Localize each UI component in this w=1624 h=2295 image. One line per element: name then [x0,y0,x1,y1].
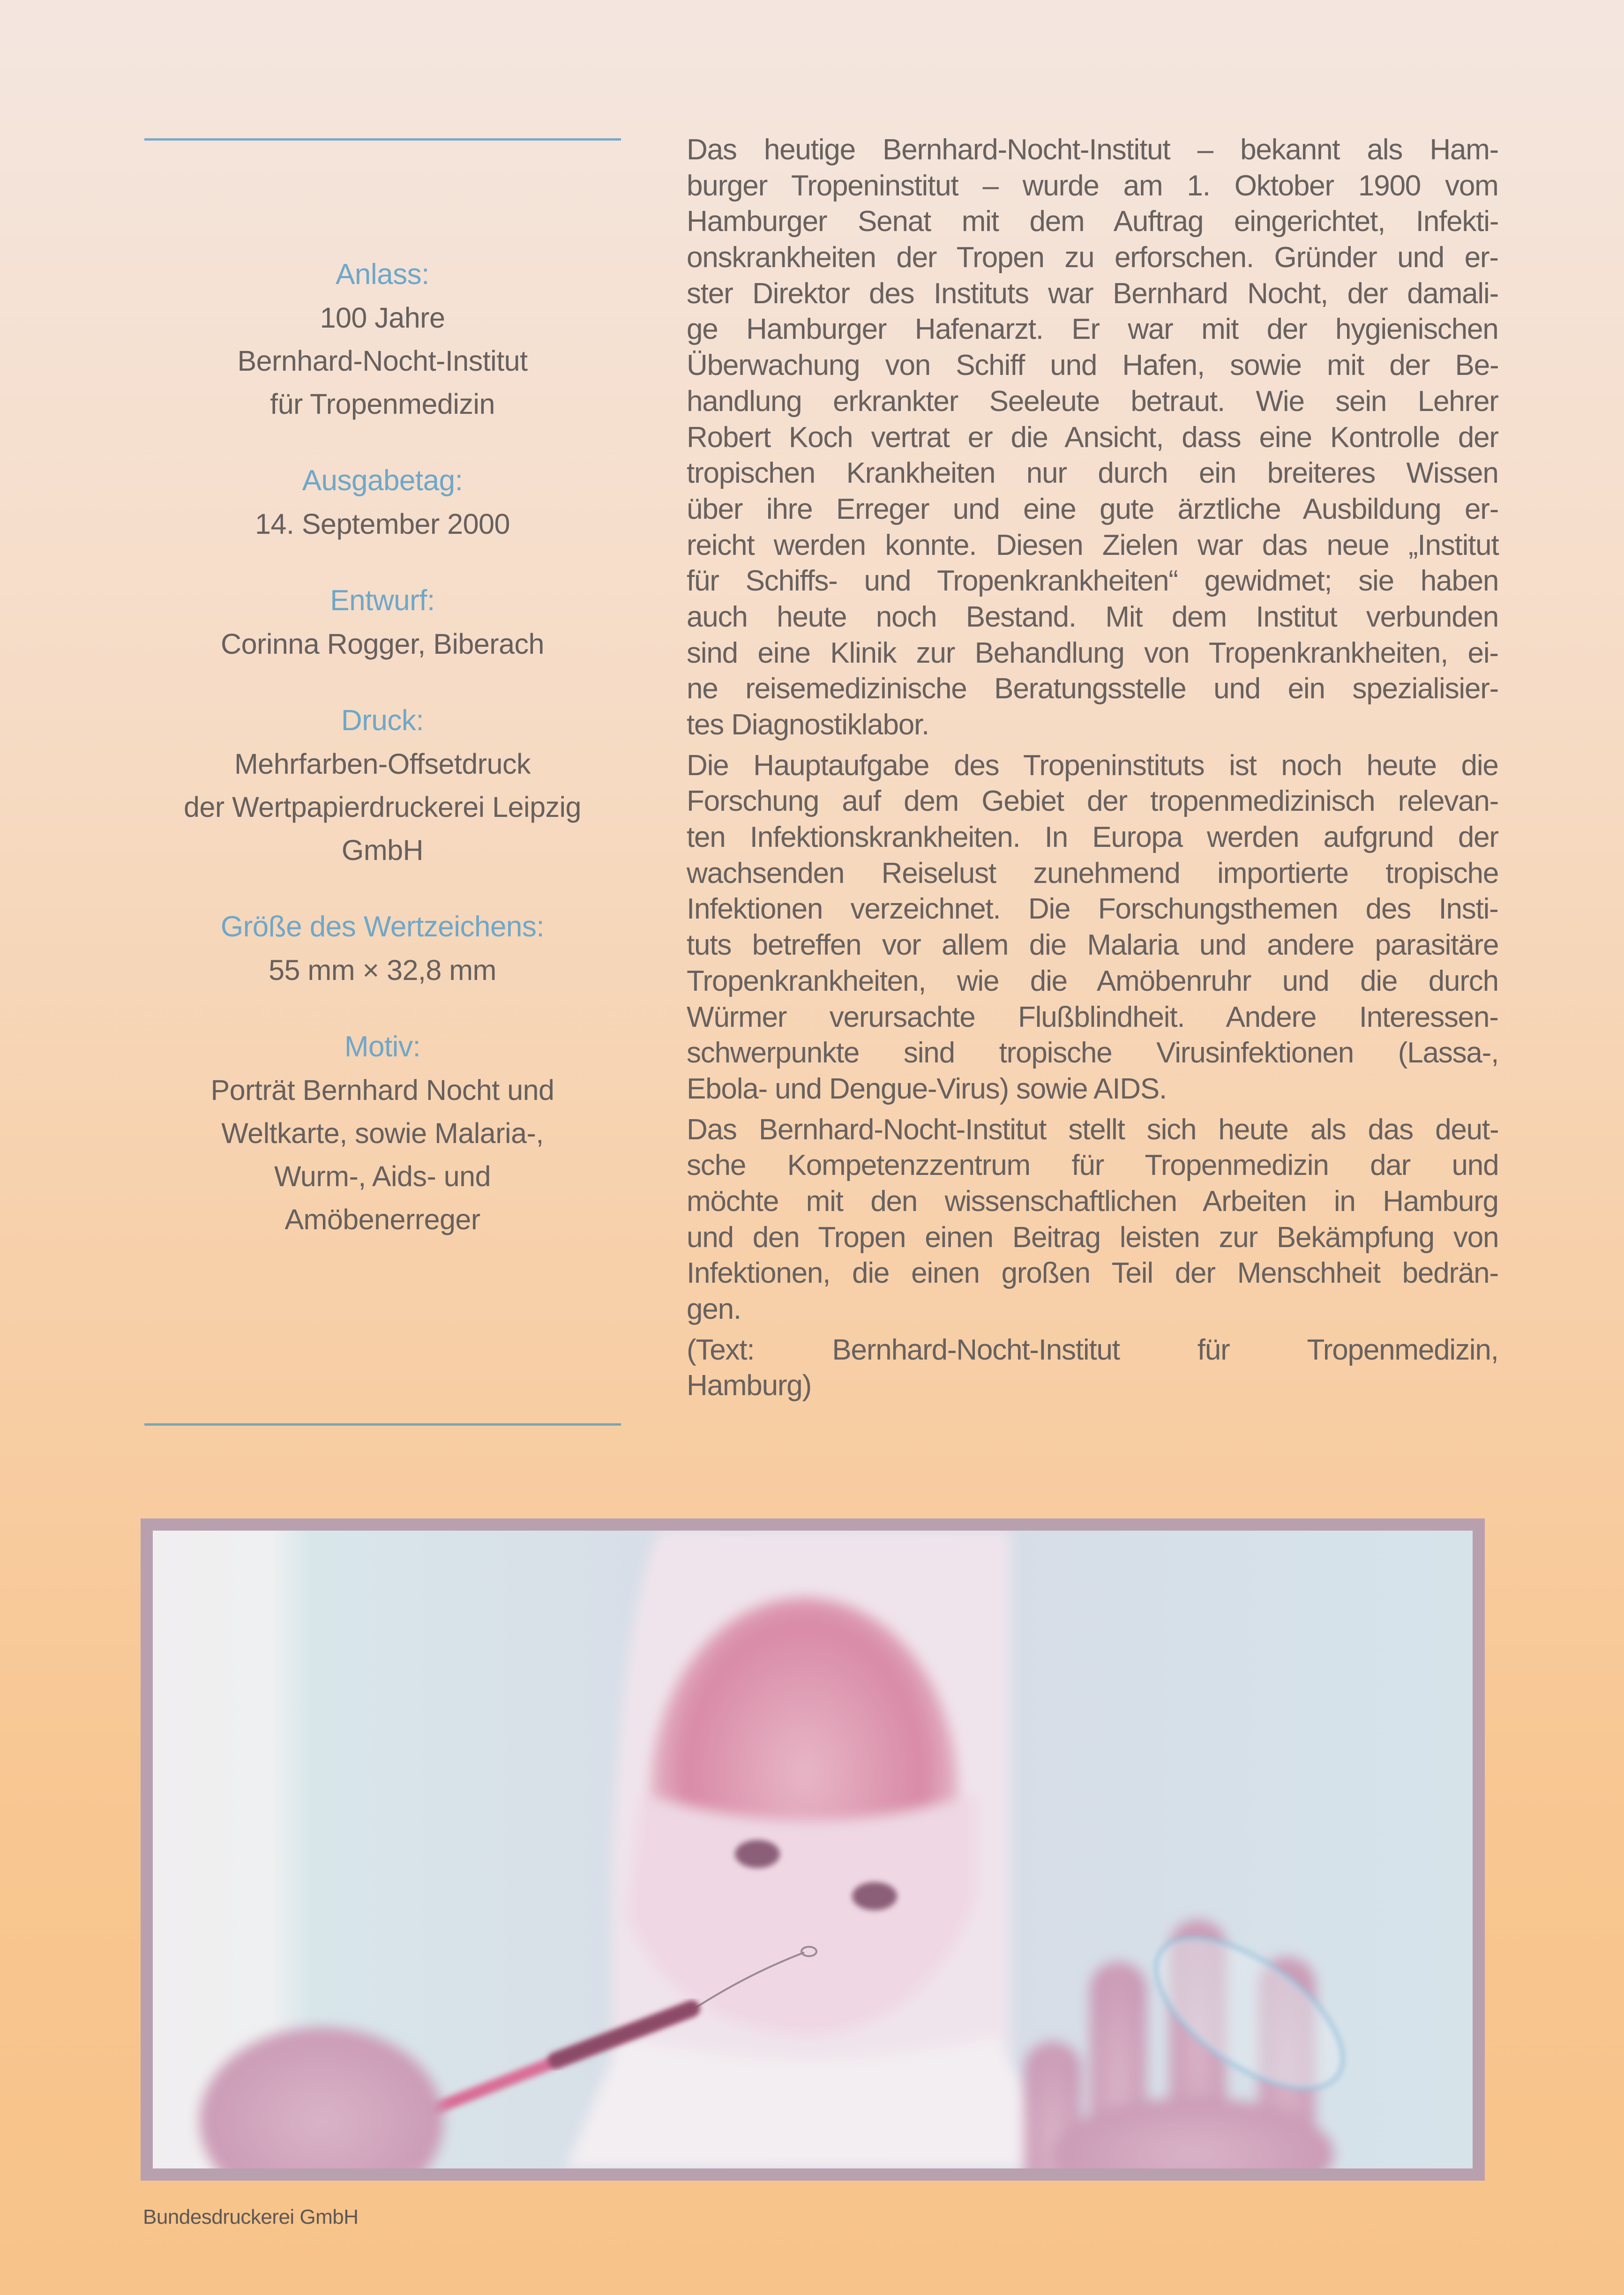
info-label: Anlass: [336,258,429,291]
text-line: auch heute noch Bestand. Mit dem Institut verbunden [687,600,1499,633]
text-line: burger Tropeninstitut – wurde am 1. Oktober 1900 vom [687,169,1498,202]
text-line: Infektionen verzeichnet. Die Forschungsthemen des Insti- [687,893,1498,926]
text-line: schwerpunkte sind tropische Virusinfektionen (Lassa-, [687,1037,1499,1069]
info-value: Amöbenerreger [284,1204,480,1235]
text-line: Infektionen, die einen großen Teil der Menschheit bedrän- [687,1257,1498,1290]
text-line: ster Direktor des Instituts war Bernhard Nocht, der damali- [687,277,1499,310]
info-value: für Tropenmedizin [270,388,495,420]
info-value: Porträt Bernhard Nocht und [210,1074,554,1106]
text-line: Ebola- und Dengue-Virus) sowie AIDS. [687,1072,1167,1105]
article-paragraph [687,748,1498,1107]
text-line: Das heutige Bernhard-Nocht-Institut – bekannt als Ham- [687,134,1499,166]
info-block [141,699,624,872]
text-line: Robert Koch vertrat er die Ansicht, dass eine Kontrolle der [687,421,1498,454]
info-value: 14. September 2000 [255,508,510,540]
text-line: wachsenden Reiselust zunehmend importierte tropische [687,857,1499,890]
info-value: Corinna Rogger, Biberach [221,628,544,660]
stamp-info-column [141,253,624,1275]
info-label: Ausgabetag: [302,464,463,497]
text-line: sind eine Klinik zur Behandlung von Tropenkrankheiten, ei- [687,636,1498,669]
text-line: Tropenkrankheiten, wie die Amöbenruhr und die durch [687,964,1498,997]
info-label: Größe des Wertzeichens: [220,911,545,943]
info-label: Druck: [341,704,424,737]
info-value: Weltkarte, sowie Malaria-, [221,1117,544,1149]
info-value: der Wertpapierdruckerei Leipzig [184,791,581,823]
text-line: handlung erkrankter Seeleute betraut. Wie sein Lehrer [687,385,1498,418]
text-line: tuts betreffen vor allem die Malaria und andere parasitäre [687,929,1499,962]
text-line: Die Hauptaufgabe des Tropeninstituts ist noch heute die [687,749,1498,782]
printer-credit: Bundesdruckerei GmbH [143,2205,359,2228]
info-value: 100 Jahre [320,302,445,334]
text-line: Hamburg) [687,1369,812,1402]
text-line: Forschung auf dem Gebiet der tropenmedizinisch relevan- [687,785,1499,818]
text-line: gen. [687,1293,741,1325]
text-line: sche Kompetenzzentrum für Tropenmedizin dar und [687,1149,1499,1182]
text-line: tropischen Krankheiten nur durch ein breiteres Wissen [687,457,1498,490]
info-value: Wurm-, Aids- und [274,1160,491,1192]
text-line: möchte mit den wissenschaftlichen Arbeiten in Hamburg [687,1185,1498,1218]
info-block [141,905,624,992]
text-line: für Schiffs- und Tropenkrankheiten“ gewidmet; sie haben [687,565,1499,598]
info-block [141,253,624,426]
article-paragraph [687,1332,1498,1404]
text-line: ne reisemedizinische Beratungsstelle und ein spezialisier- [687,673,1499,705]
info-label: Entwurf: [330,584,435,617]
info-value: GmbH [341,834,424,866]
text-line: über ihre Erreger und eine gute ärztliche Ausbildung er- [687,493,1499,525]
lab-researcher-illustration [153,1531,1473,2168]
text-line: Das Bernhard-Nocht-Institut stellt sich heute als das deut- [687,1113,1499,1146]
article-text-column [687,132,1498,1409]
text-line: ge Hamburger Hafenarzt. Er war mit der hygienischen [687,313,1498,346]
text-line: und den Tropen einen Beitrag leisten zur Bekämpfung von [687,1221,1499,1254]
article-paragraph [687,132,1498,743]
top-divider [144,138,621,141]
text-line: tes Diagnostiklabor. [687,709,929,741]
info-value: Mehrfarben-Offsetdruck [234,748,531,780]
info-block [141,1025,624,1241]
text-line: reicht werden konnte. Diesen Zielen war das neue „Institut [687,529,1499,561]
text-line: Würmer verursachte Flußblindheit. Andere Interessen- [687,1001,1498,1033]
article-paragraph [687,1112,1498,1328]
bottom-divider [144,1423,621,1426]
text-line: onskrankheiten der Tropen zu erforschen. Gründer und er- [687,241,1498,274]
info-value: 55 mm × 32,8 mm [269,954,496,986]
info-block [141,579,624,665]
text-line: Hamburger Senat mit dem Auftrag eingerichtet, Infekti- [687,205,1499,238]
lab-photo [141,1518,1485,2181]
info-block [141,459,624,546]
text-line: ten Infektionskrankheiten. In Europa werden aufgrund der [687,821,1498,854]
info-value: Bernhard-Nocht-Institut [237,345,528,377]
info-label: Motiv: [344,1031,421,1063]
text-line: Überwachung von Schiff und Hafen, sowie mit der Be- [687,349,1499,382]
text-line: (Text: Bernhard-Nocht-Institut für Tropenmedizin, [687,1333,1498,1366]
